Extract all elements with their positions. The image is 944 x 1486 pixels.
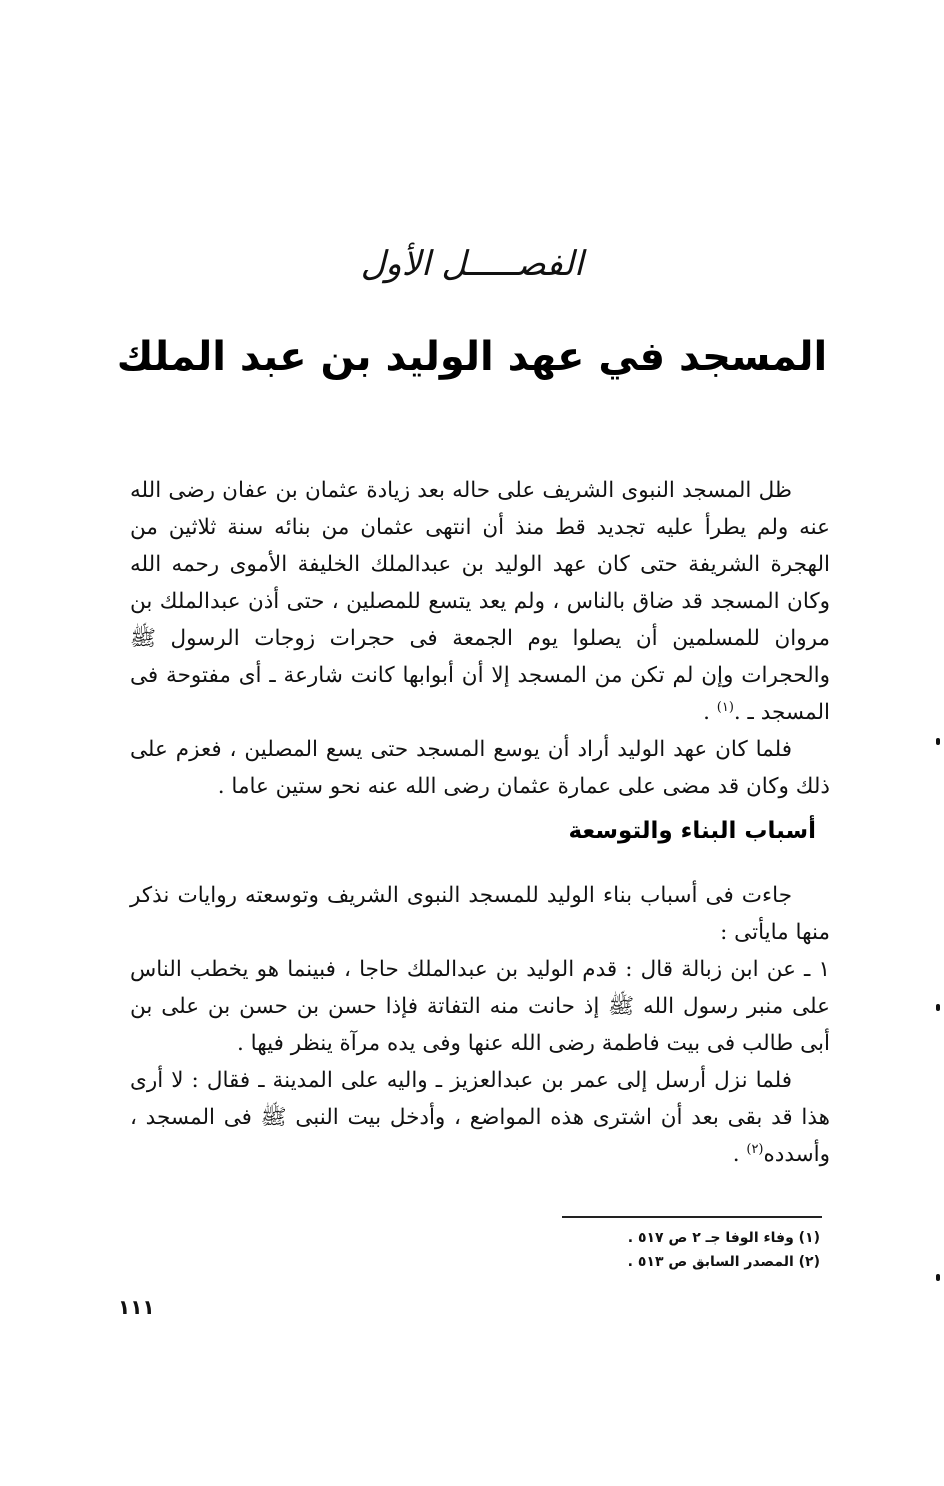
paragraph [130, 1062, 830, 1173]
paragraph-text: ظل المسجد النبوى الشريف على حاله بعد زيادة عثمان بن عفان رضى الله عنه ولم يطرأ عليه تجديد قط منذ أن انتهى عثمان من بنائه سنة ثلاثين من الهجرة الشريفة حتى كان عهد الوليد بن عبدالملك الخليفة الأموى رحمه الله وكان المسجد قد ضاق بالناس ، ولم يعد يتسع للمصلين ، حتى أذن عبدالملك بن مروان للمسلمين أن يصلوا يوم الجمعة فى حجرات زوجات الرسول ﷺ والحجرات وإن لم تكن من المسجد إلا أن أبوابها كانت شارعة ـ أى مفتوحة فى المسجد ـ . [130, 478, 830, 725]
footnote-1: (١) وفاء الوفا جـ ٢ ص ٥١٧ . [627, 1230, 820, 1246]
edge-mark [936, 738, 940, 745]
section-heading: أسباب البناء والتوسعة [568, 818, 816, 844]
paragraph: جاءت فى أسباب بناء الوليد للمسجد النبوى الشريف وتوسعته روايات نذكر منها مايأتى : [130, 883, 830, 945]
paragraph-text: فلما نزل أرسل إلى عمر بن عبدالعزيز ـ واليه على المدينة ـ فقال : لا أرى هذا قد بقى بعد أن اشترى هذه المواضع ، وأدخل بيت النبى ﷺ فى المسجد ، وأسدده [130, 1068, 830, 1167]
footnote-marker: (٢) [746, 1141, 764, 1157]
section-1-body [130, 472, 830, 805]
footnote-2: (٢) المصدر السابق ص ٥١٣ . [627, 1254, 820, 1270]
footnote-divider [562, 1216, 822, 1218]
edge-mark [936, 1274, 940, 1281]
footnote-marker: (١) [716, 699, 734, 715]
edge-mark [936, 1004, 940, 1011]
paragraph: فلما كان عهد الوليد أراد أن يوسع المسجد حتى يسع المصلين ، فعزم على ذلك وكان قد مضى على عمارة عثمان رضى الله عنه نحو ستين عاما . [130, 737, 830, 799]
page-title: المسجد في عهد الوليد بن عبد الملك [116, 334, 828, 380]
paragraph: ١ ـ عن ابن زبالة قال : قدم الوليد بن عبدالملك حاجا ، فبينما هو يخطب الناس على منبر رسول الله ﷺ إذ حانت منه التفاتة فإذا حسن بن حسن بن على بن أبى طالب فى بيت فاطمة رضى الله عنها وفى يده مرآة ينظر فيها . [130, 957, 830, 1056]
chapter-label: الفصـــــل الأول [360, 244, 584, 284]
page-number: ١١١ [118, 1295, 155, 1319]
paragraph-end: . [703, 700, 717, 725]
footnotes [628, 1226, 820, 1274]
paragraph-end: . [732, 1142, 747, 1167]
section-2-body [130, 877, 830, 1173]
paragraph [130, 472, 830, 731]
